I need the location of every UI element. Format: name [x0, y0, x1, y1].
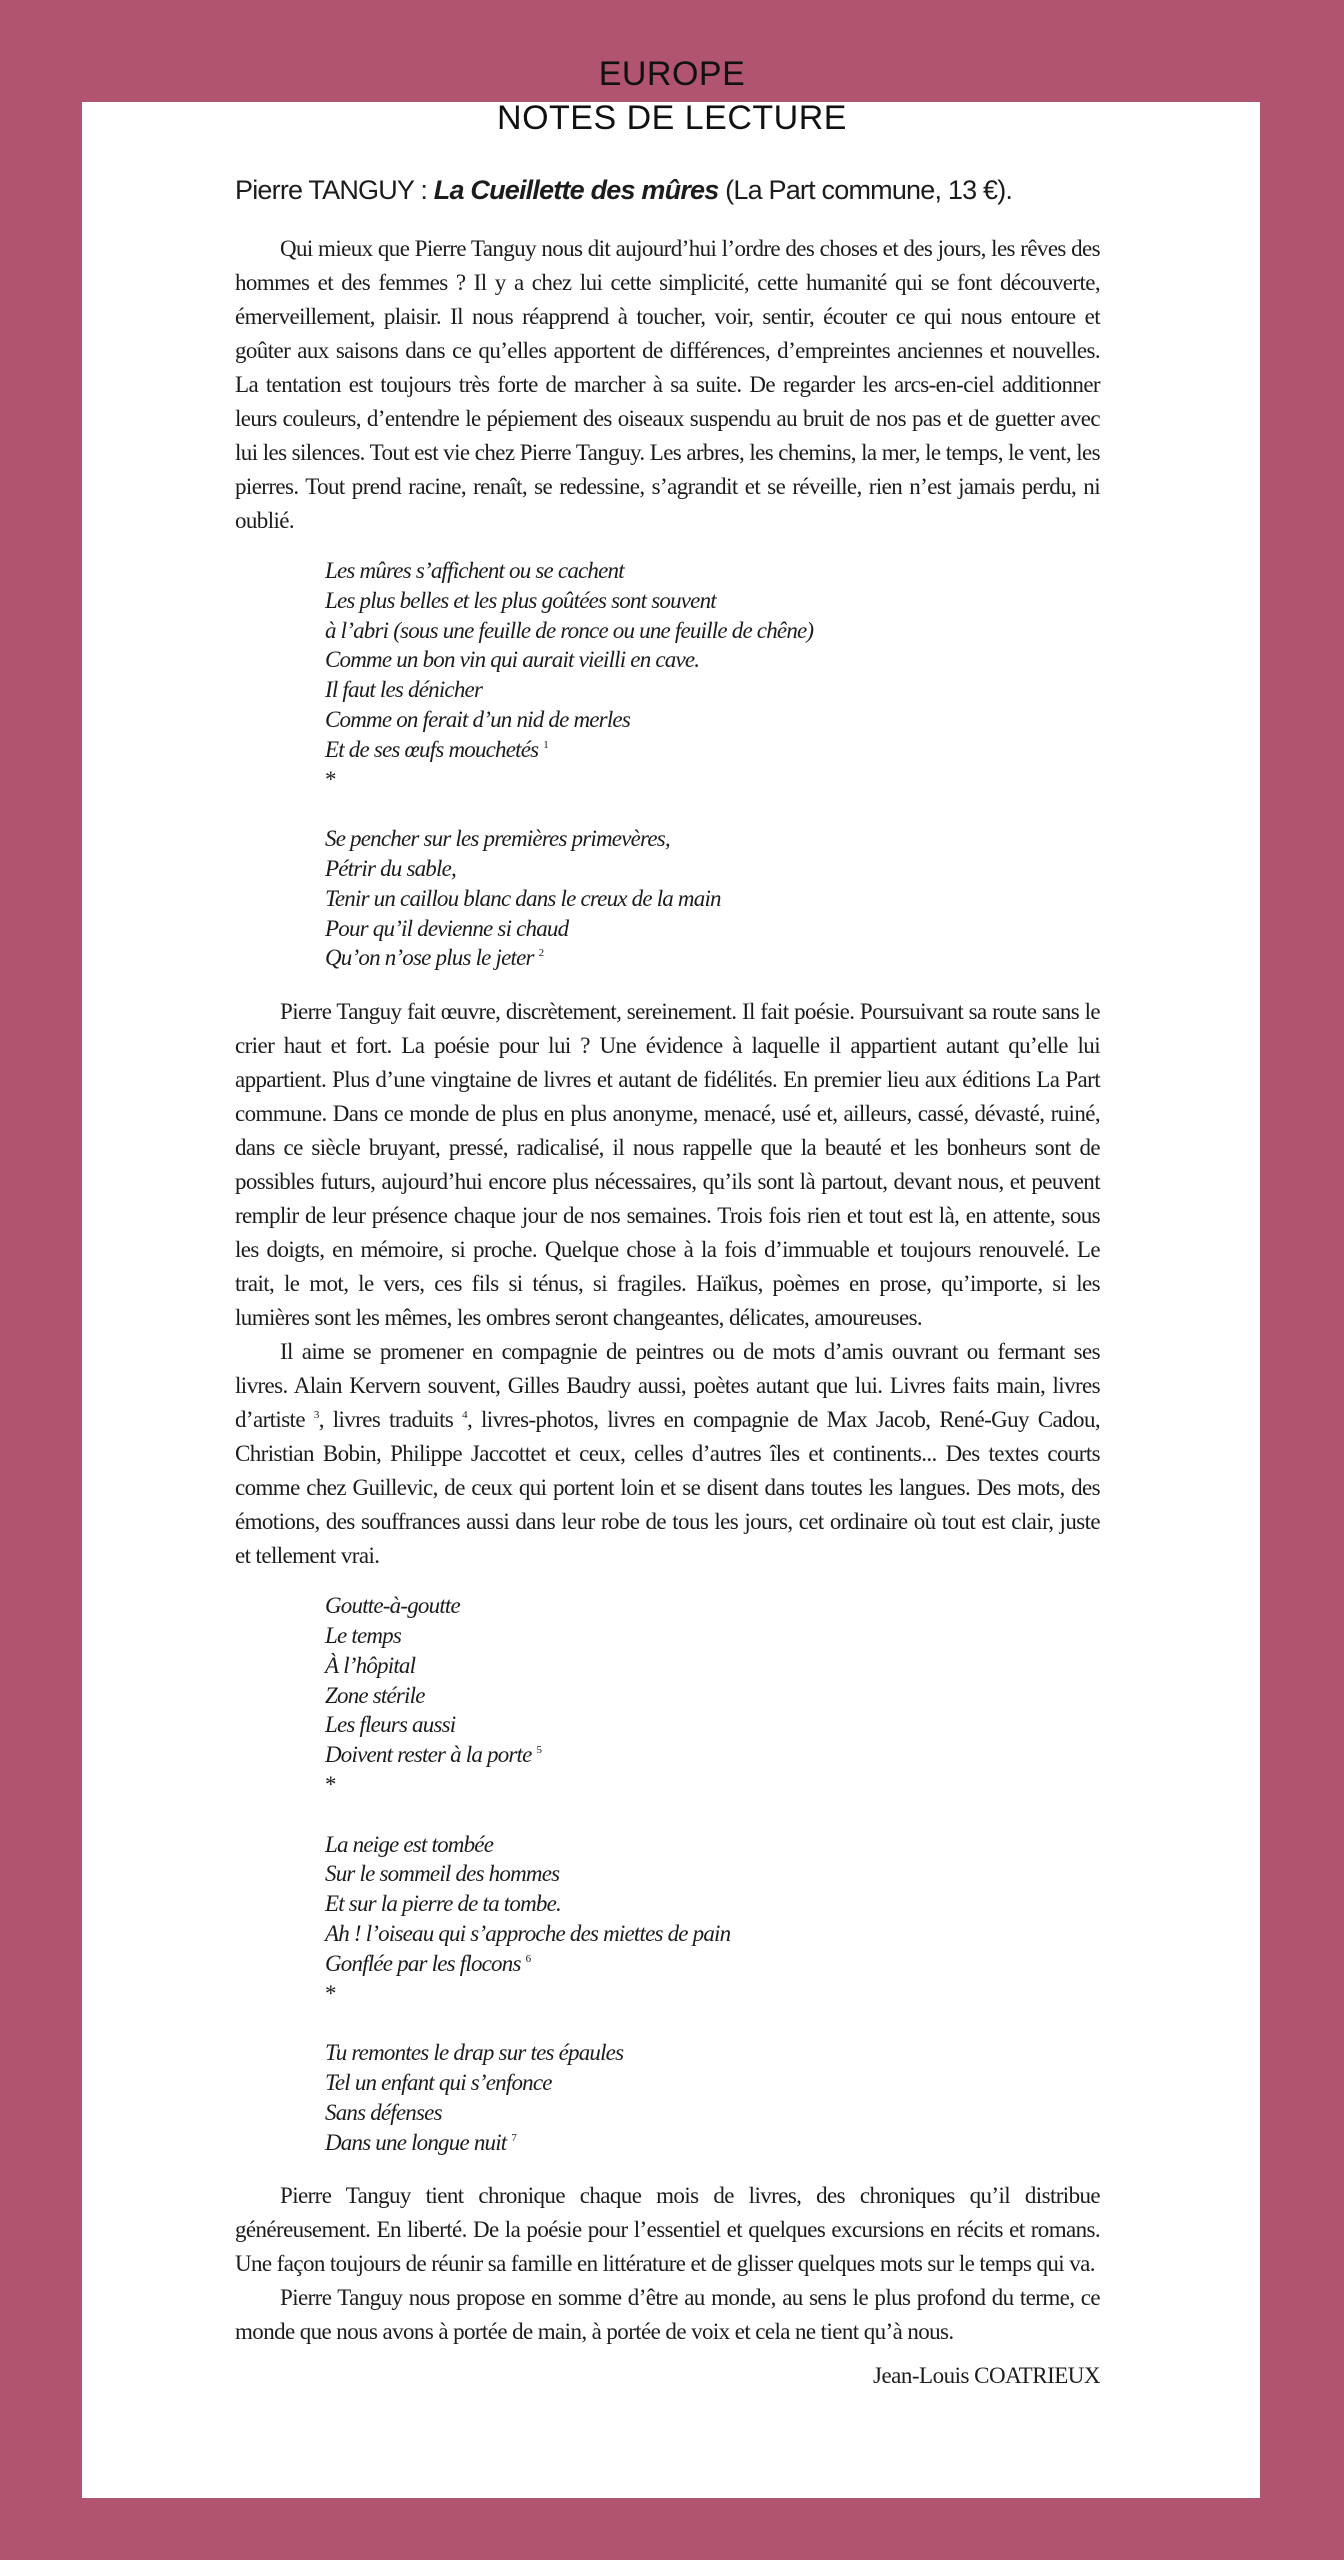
poem-line: Le temps	[325, 1622, 402, 1648]
poem-line: Tenir un caillou blanc dans le creux de la main	[325, 885, 721, 911]
journal-header	[0, 52, 1344, 140]
book-title: La Cueillette des mûres	[433, 175, 719, 205]
poem-line: Il faut les dénicher	[325, 677, 483, 703]
poem-line: Sans défenses	[325, 2099, 442, 2125]
journal-name: EUROPE	[598, 55, 746, 93]
poem-line: Et sur la pierre de ta tombe.	[325, 1891, 561, 1917]
poem-line: Zone stérile	[325, 1682, 425, 1708]
paragraph-intro: Qui mieux que Pierre Tanguy nous dit aujourd’hui l’ordre des choses et des jours, les rêves des hommes et des femmes ? Il y a chez lui cette simplicité, cette humanité qui se font découverte, émerveillement, plaisir. Il nous réapprend à toucher, voir, sentir, écouter ce qui nous entoure et goûter aux saisons dans ce qu’elles apportent de différences, d’empreintes anciennes et nouvelles. La tentation est toujours très forte de marcher à sa suite. De regarder les arcs-en-ciel additionner leurs couleurs, d’entendre le pépiement des oiseaux suspendu au bruit de nos pas et de guetter avec lui les silences. Tout est vie chez Pierre Tanguy. Les arbres, les chemins, la mer, le temps, le vent, les pierres. Tout prend racine, renaît, se redessine, s’agrandit et se réveille, rien n’est jamais perdu, ni oublié.	[235, 236, 1100, 533]
stanza-separator: *	[325, 1980, 336, 2006]
poem-line: Et de ses œufs mouchetés $^1$	[325, 736, 548, 762]
poem-line: Comme on ferait d’un nid de merles	[325, 706, 630, 732]
book-author: Pierre TANGUY :	[235, 175, 434, 205]
footnote-ref: 2	[538, 947, 544, 960]
poem-line: Les plus belles et les plus goûtées sont souvent	[325, 587, 716, 613]
poem-line: Comme un bon vin qui aurait vieilli en cave.	[325, 647, 700, 673]
paragraph-chronique: Pierre Tanguy tient chronique chaque mois de livres, des chroniques qu’il distribue généreusement. En liberté. De la poésie pour l’essentiel et quelques excursions en récits et romans. Une façon toujours de réunir sa famille en littérature et de glisser quelques mots sur le temps qui va.	[235, 2183, 1100, 2277]
poem-line: Les fleurs aussi	[325, 1712, 456, 1738]
poem-line: Pétrir du sable,	[325, 855, 456, 881]
poem-line: Tu remontes le drap sur tes épaules	[325, 2040, 624, 2066]
poem-line: Gonflée par les flocons $^6$	[325, 1950, 531, 1976]
footnote-ref: 4	[462, 1409, 467, 1422]
review-article	[235, 172, 1100, 2389]
poem-line: Sur le sommeil des hommes	[325, 1861, 560, 1887]
poem-line: À l’hôpital	[325, 1652, 416, 1678]
book-publisher: (La Part commune, 13 €).	[718, 175, 1013, 205]
poem-line: La neige est tombée	[325, 1831, 494, 1857]
poem-excerpt-2	[325, 1591, 1100, 2157]
book-reference	[235, 172, 1100, 208]
footnote-ref: 6	[525, 1952, 531, 1965]
footnote-ref: 1	[543, 738, 548, 751]
section-title: NOTES DE LECTURE	[497, 99, 847, 137]
footnote-ref: 7	[511, 2131, 517, 2144]
poem-line: Dans une longue nuit $^7$	[325, 2129, 517, 2155]
paragraph-conclusion: Pierre Tanguy nous propose en somme d’être au monde, au sens le plus profond du terme, ce monde que nous avons à portée de main, à portée de voix et cela ne tient qu’à nous.	[235, 2285, 1100, 2345]
stanza-separator: *	[325, 1771, 336, 1797]
poem-line: Ah ! l’oiseau qui s’approche des miettes de pain	[325, 1920, 731, 1946]
poem-excerpt-1	[325, 556, 1100, 973]
poem-line: Goutte-à-goutte	[325, 1593, 460, 1619]
poem-line: Pour qu’il devienne si chaud	[325, 915, 569, 941]
paragraph-promenade: Il aime se promener en compagnie de peintres ou de mots d’amis ouvrant ou fermant ses livres. Alain Kervern souvent, Gilles Baudry aussi, poètes autant que lui. Livres faits main, livres d’artiste $^3$, livres traduits $^4$, livres-photos, livres en compagnie de Max Jacob, René-Guy Cadou, Christian Bobin, Philippe Jaccottet et ceux, celles d’autres îles et continents... Des textes courts comme chez Guillevic, de ceux qui portent loin et se disent dans toutes les langues. Des mots, des émotions, des souffrances aussi dans leur robe de tous les jours, cet ordinaire où tout est clair, juste et tellement vrai.	[235, 1339, 1100, 1569]
poem-line: Qu’on n’ose plus le jeter $^2$	[325, 945, 544, 971]
poem-line: Se pencher sur les premières primevères,	[325, 826, 670, 852]
footnote-ref: 5	[536, 1744, 542, 1757]
poem-line: Doivent rester à la porte $^5$	[325, 1742, 542, 1768]
poem-line: à l’abri (sous une feuille de ronce ou une feuille de chêne)	[325, 617, 814, 643]
poem-line: Les mûres s’affichent ou se cachent	[325, 558, 624, 583]
reviewer-signature: Jean-Louis COATRIEUX	[873, 2363, 1100, 2389]
poem-line: Tel un enfant qui s’enfonce	[325, 2069, 552, 2095]
stanza-separator: *	[325, 766, 336, 792]
paragraph-oeuvre: Pierre Tanguy fait œuvre, discrètement, sereinement. Il fait poésie. Poursuivant sa route sans le crier haut et fort. La poésie pour lui ? Une évidence à laquelle il appartient autant qu’elle lui appartient. Plus d’une vingtaine de livres et autant de fidélités. En premier lieu aux éditions La Part commune. Dans ce monde de plus en plus anonyme, menacé, usé et, ailleurs, cassé, dévasté, ruiné, dans ce siècle bruyant, pressé, radicalisé, il nous rappelle que la beauté et les bonheurs sont de possibles futurs, aujourd’hui encore plus nécessaires, qu’ils sont là partout, devant nous, et peuvent remplir de leur présence chaque jour de nos semaines. Trois fois rien et tout est là, en attente, sous les doigts, en mémoire, si proche. Quelque chose à la fois d’immuable et toujours renouvelé. Le trait, le mot, le vers, ces fils si ténus, si fragiles. Haïkus, poèmes en prose, qu’importe, si les lumières sont les mêmes, les ombres seront changeantes, délicates, amoureuses.	[235, 999, 1100, 1331]
footnote-ref: 3	[313, 1409, 319, 1422]
